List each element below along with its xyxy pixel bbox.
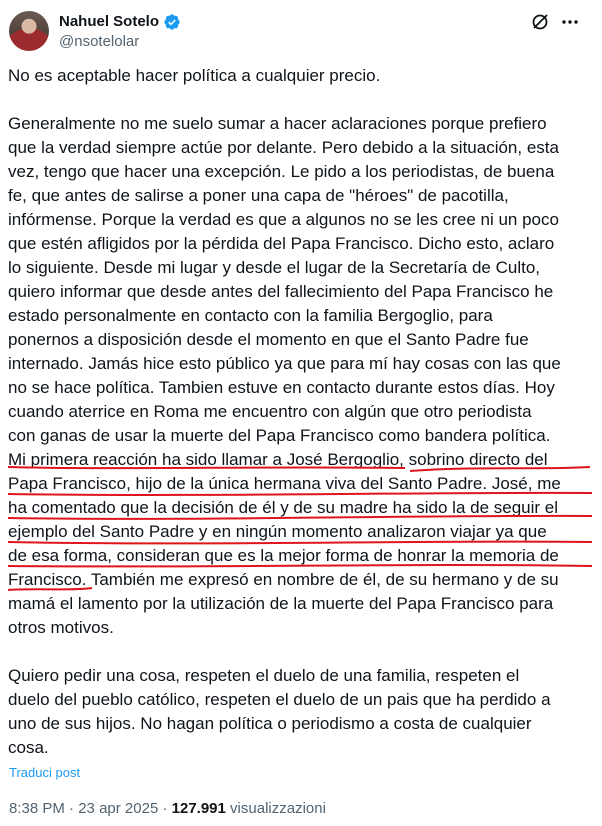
tweet-date[interactable]: 23 apr 2025 <box>78 800 159 817</box>
text-line: ponernos a disposición desde el momento en que el Santo Padre fue <box>8 330 529 349</box>
text-line-underlined: Francisco. También me expresó en nombre de él, de su hermano y de su <box>8 570 559 589</box>
meta-separator: · <box>162 800 168 817</box>
text-line: duelo del pueblo católico, respeten el duelo de un pais que ha perdido a <box>8 690 551 709</box>
text-line: Generalmente no me suelo sumar a hacer aclaraciones porque prefiero <box>8 114 547 133</box>
tweet-paragraph-2 <box>8 112 588 640</box>
tweet-header <box>0 0 602 60</box>
tweet-paragraph-3 <box>8 664 588 760</box>
text-line: infórmense. Porque la verdad es que a algunos no se les cree ni un poco <box>8 210 559 229</box>
display-name-row <box>59 12 181 32</box>
text-line: No es aceptable hacer política a cualquier precio. <box>8 66 381 85</box>
text-line: con ganas de usar la muerte del Papa Francisco como bandera política. <box>8 426 551 445</box>
views-label: visualizzazioni <box>230 800 326 817</box>
text-line: lo siguiente. Desde mi lugar y desde el lugar de la Secretaría de Culto, <box>8 258 541 277</box>
text-line-underlined: de esa forma, consideran que es la mejor forma de honrar la memoria de <box>8 546 559 565</box>
text-line-underlined: ejemplo del Santo Padre y en ningún momento analizaron viajar ya que <box>8 522 547 541</box>
verified-badge-icon <box>163 13 181 31</box>
text-line: otros motivos. <box>8 618 114 637</box>
text-line: que estén afligidos por la pérdida del Papa Francisco. Dicho esto, aclaro <box>8 234 555 253</box>
tweet-time[interactable]: 8:38 PM <box>9 800 65 817</box>
views-count: 127.991 <box>171 800 226 817</box>
text-line-underlined: Papa Francisco, hijo de la única hermana viva del Santo Padre. José, me <box>8 474 561 493</box>
grok-icon[interactable] <box>530 12 550 32</box>
text-line: fe, que antes de salirse a poner una capa de "héroes" de pacotilla, <box>8 186 509 205</box>
text-line: Quiero pedir una cosa, respeten el duelo de una familia, respeten el <box>8 666 520 685</box>
more-icon[interactable] <box>560 12 580 32</box>
text-line: cuando aterrice en Roma me encuentro con algún que otro periodista <box>8 402 532 421</box>
translate-post-link[interactable]: Traduci post <box>9 765 81 780</box>
tweet-meta <box>9 799 326 819</box>
text-line: mamá el lamento por la utilización de la muerte del Papa Francisco para <box>8 594 554 613</box>
text-line: vez, tengo que hacer una excepción. Le pido a los periodistas, de buena <box>8 162 555 181</box>
display-name[interactable]: Nahuel Sotelo <box>59 13 160 30</box>
text-line: uno de sus hijos. No hagan política o periodismo a costa de cualquier <box>8 714 532 733</box>
text-line: estado personalmente en contacto con la familia Bergoglio, para <box>8 306 493 325</box>
author-block <box>59 12 181 52</box>
text-line: internado. Jamás hice esto público ya que para mí hay cosas con las que <box>8 354 561 373</box>
text-line-underlined: ha comentado que la decisión de él y de su madre ha sido la de seguir el <box>8 498 559 517</box>
meta-separator: · <box>69 800 75 817</box>
text-line: quiero informar que desde antes del fallecimiento del Papa Francisco he <box>8 282 554 301</box>
user-handle[interactable]: @nsotelolar <box>59 33 140 50</box>
text-line: que la verdad siempre actúe por delante. Pero debido a la situación, esta <box>8 138 559 157</box>
text-line: no se hace política. Tambien estuve en contacto durante estos días. Hoy <box>8 378 555 397</box>
avatar[interactable] <box>9 11 49 51</box>
text-line: cosa. <box>8 738 49 757</box>
tweet-text <box>8 64 588 760</box>
text-line-underlined: Mi primera reacción ha sido llamar a José Bergoglio, sobrino directo del <box>8 450 548 469</box>
tweet-paragraph-1 <box>8 64 588 88</box>
